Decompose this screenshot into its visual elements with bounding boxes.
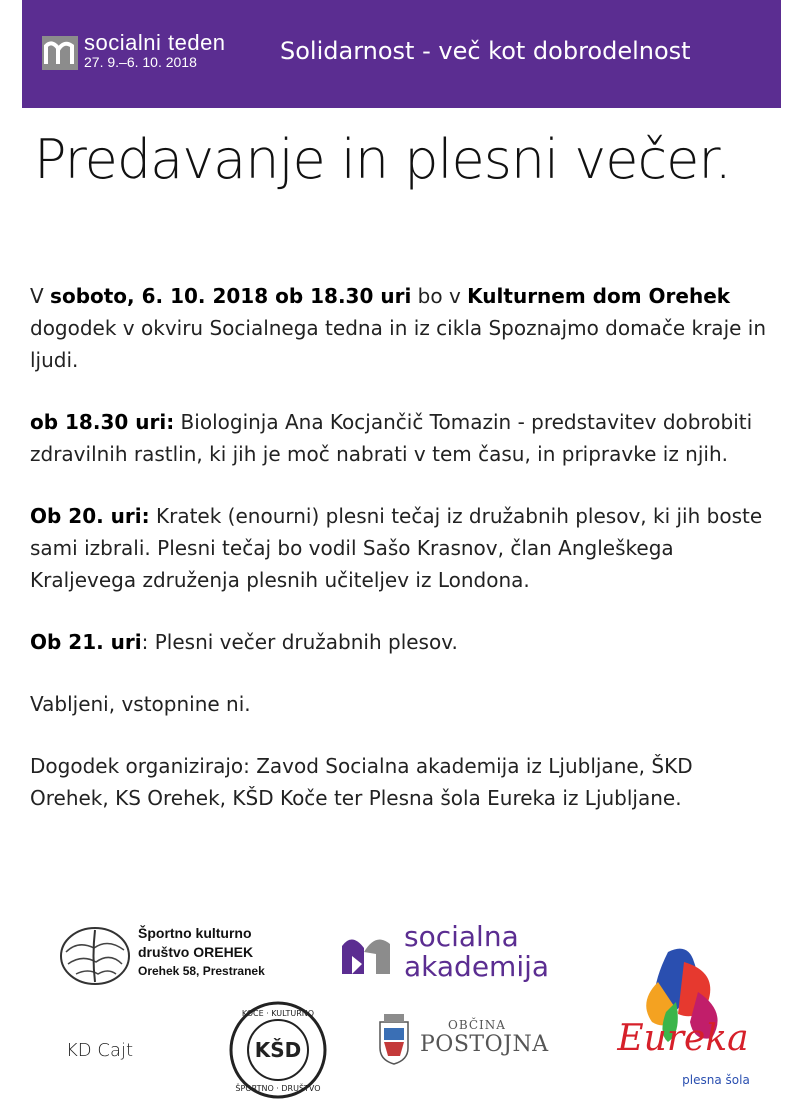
sponsor-logos <box>0 912 803 1100</box>
event-slogan: Solidarnost - več kot dobrodelnost <box>280 37 691 65</box>
organizers-text: Dogodek organizirajo: Zavod Socialna akademija iz Ljubljane, ŠKD Orehek, KS Orehek, KŠD Koče ter Plesna šola Eureka iz Ljubljane. <box>30 754 693 810</box>
header-banner <box>22 0 781 108</box>
walnut-icon <box>58 922 132 988</box>
skd-line1: Športno kulturno <box>138 925 252 941</box>
svg-text:KOČE · KULTURNO: KOČE · KULTURNO <box>241 1009 315 1018</box>
postojna-line1: OBČINA <box>448 1018 506 1032</box>
socialna-akademija-wordmark <box>404 922 549 982</box>
postojna-crest-icon <box>376 1012 412 1066</box>
intro-text: bo v <box>411 284 468 308</box>
skd-address: Orehek 58, Prestranek <box>138 964 265 978</box>
intro-text: V <box>30 284 51 308</box>
intro-date: soboto, 6. 10. 2018 ob 18.30 uri <box>50 284 412 308</box>
eureka-sub: plesna šola <box>682 1073 750 1087</box>
program-time: Ob 21. uri <box>30 630 142 654</box>
obcina-postojna-logo <box>420 1018 549 1058</box>
eureka-dance-school-logo <box>598 942 768 1092</box>
program-text: Kratek (enourni) plesni tečaj iz družabnih plesov, ki jih boste sami izbrali. Plesni tečaj bo vodil Sašo Krasnov, član Angleškega Kraljevega združenja plesnih učiteljev iz Londona. <box>30 504 763 592</box>
socialni-teden-logo-icon <box>42 36 78 70</box>
program-time: ob 18.30 uri: <box>30 410 175 434</box>
page-title: Predavanje in plesni večer. <box>34 128 731 191</box>
kd-cajt-label: KD Cajt <box>66 1040 134 1061</box>
seal-center-text: KŠD <box>254 1038 302 1062</box>
program-text: Biologinja Ana Kocjančič Tomazin - predstavitev dobrobiti zdravilnih rastlin, ki jih je moč nabrati v tem času, in pripravke iz njih. <box>30 410 753 466</box>
program-item <box>30 626 770 658</box>
socialna-akademija-logo-icon <box>338 930 404 978</box>
eureka-name: Eureka <box>617 1018 749 1059</box>
program-time: Ob 20. uri: <box>30 504 150 528</box>
skd-line2: društvo OREHEK <box>138 944 254 960</box>
program-text: : Plesni večer družabnih plesov. <box>141 630 458 654</box>
ksd-koce-seal-icon <box>228 1000 328 1100</box>
skd-orehek-logo <box>138 924 265 981</box>
svg-text:ŠPORTNO · DRUŠTVO: ŠPORTNO · DRUŠTVO <box>235 1084 321 1093</box>
sa-line2: akademija <box>404 950 550 983</box>
intro-venue: Kulturnem dom Orehek <box>467 284 731 308</box>
document-body <box>30 280 770 844</box>
event-dates: 27. 9.–6. 10. 2018 <box>84 54 197 70</box>
intro-paragraph <box>30 280 770 376</box>
program-item <box>30 406 770 470</box>
event-name: socialni teden <box>84 30 226 55</box>
postojna-line2: POSTOJNA <box>420 1032 549 1057</box>
program-item <box>30 500 770 596</box>
invite-text: Vabljeni, vstopnine ni. <box>30 692 251 716</box>
intro-text: dogodek v okviru Socialnega tedna in iz cikla Spoznajmo domače kraje in ljudi. <box>30 316 767 372</box>
sa-line1: socialna <box>404 920 519 953</box>
